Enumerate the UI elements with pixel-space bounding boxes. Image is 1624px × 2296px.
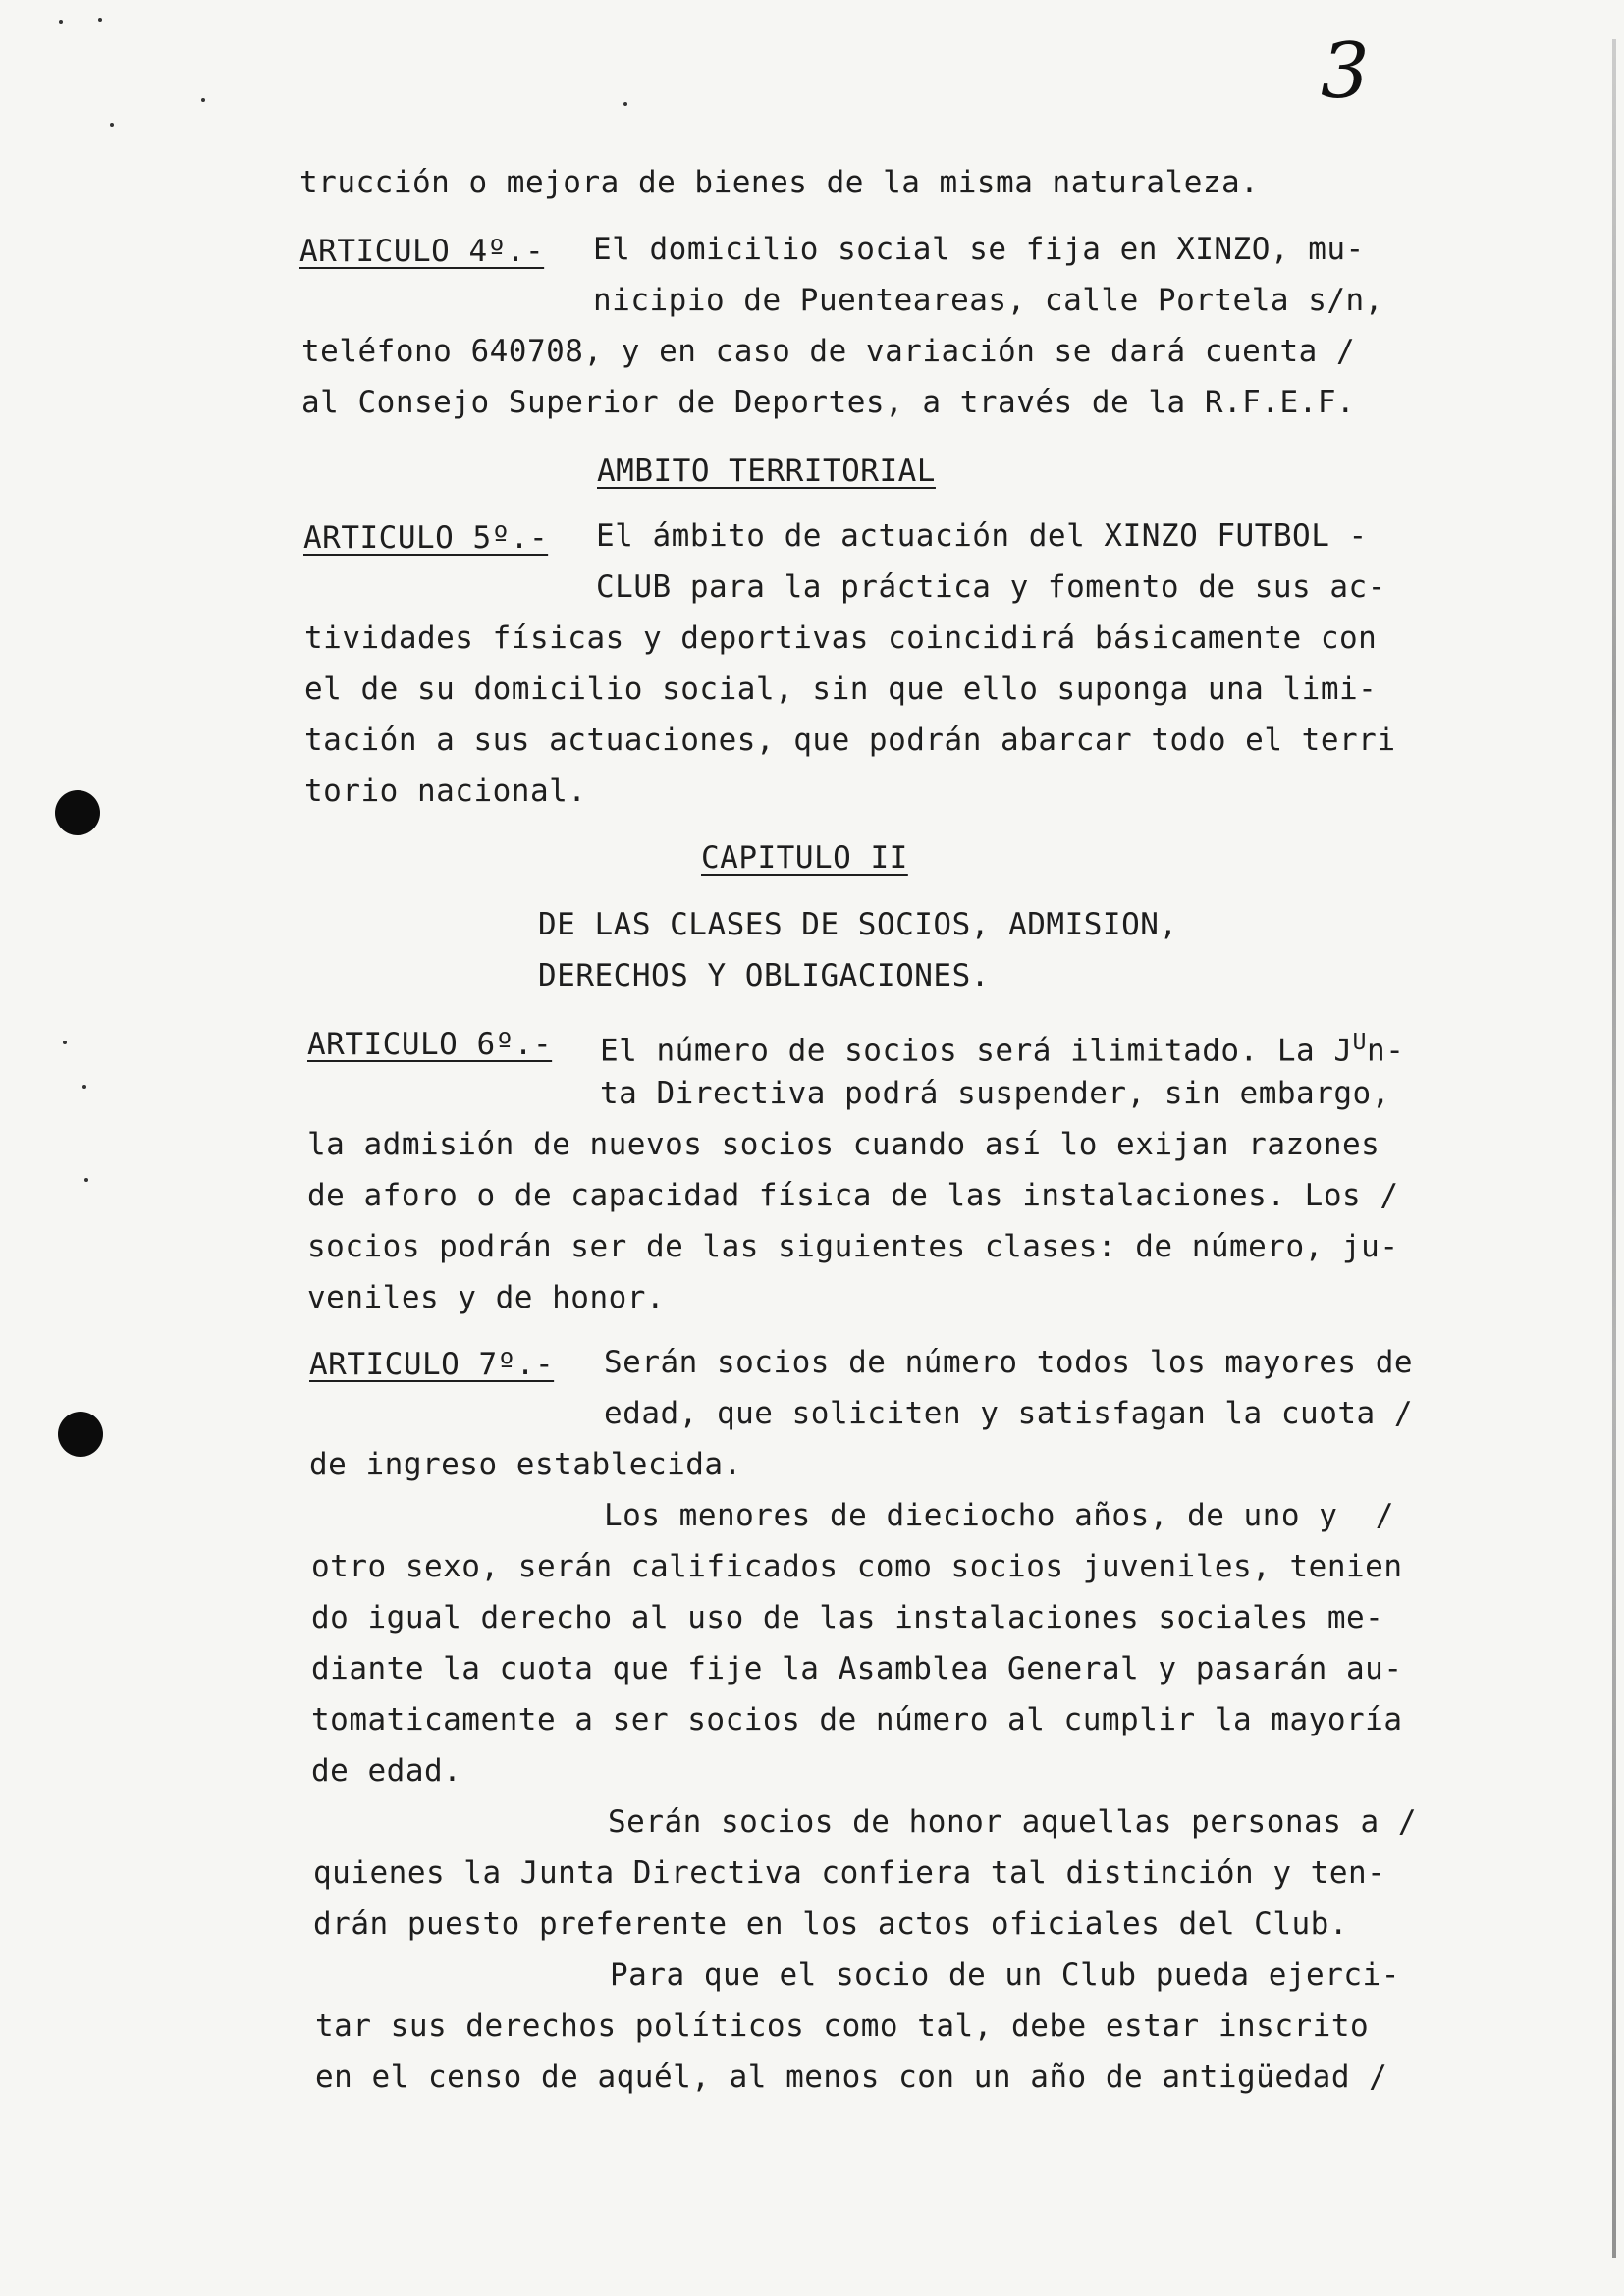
text-line: Para que el socio de un Club pueda ejerci- [610,1957,1400,1993]
text-line: nicipio de Puenteareas, calle Portela s/n, [593,283,1383,318]
text-line: ta Directiva podrá suspender, sin embargo, [600,1076,1390,1111]
punch-hole-bottom [58,1412,103,1457]
punch-hole-top [55,790,100,835]
scan-speck [201,98,205,102]
text-line: El ámbito de actuación del XINZO FUTBOL - [596,518,1368,554]
article-6-label: ARTICULO 6º.- [307,1027,553,1062]
text-line: tación a sus actuaciones, que podrán abarcar todo el terri [304,722,1396,758]
text-segment: n- [1367,1033,1405,1069]
text-line: tomaticamente a ser socios de número al cumplir la mayoría [311,1702,1403,1737]
chapter-heading: CAPITULO II [701,840,908,876]
scan-speck [623,102,627,106]
superscript-letter: U [1352,1029,1368,1055]
text-line: de edad. [311,1753,462,1789]
text-line: al Consejo Superior de Deportes, a través de la R.F.E.F. [301,385,1356,420]
text-line: quienes la Junta Directiva confiera tal distinción y ten- [313,1855,1386,1891]
text-line: teléfono 640708, y en caso de variación se dará cuenta / [301,334,1356,369]
scan-speck [82,1085,86,1089]
text-line: CLUB para la práctica y fomento de sus ac- [596,569,1386,605]
text-line: diante la cuota que fije la Asamblea General y pasarán au- [311,1651,1403,1686]
text-line: de aforo o de capacidad física de las instalaciones. Los / [307,1178,1399,1213]
text-line [600,1025,1404,1068]
text-line: torio nacional. [304,774,587,809]
text-line: socios podrán ser de las siguientes clases: de número, ju- [307,1229,1399,1264]
scan-speck [98,18,102,22]
article-7-label: ARTICULO 7º.- [309,1347,555,1382]
text-line: tar sus derechos políticos como tal, debe estar inscrito [315,2008,1370,2044]
section-heading-ambito: AMBITO TERRITORIAL [597,454,936,489]
scan-speck [59,20,63,24]
text-line: Serán socios de honor aquellas personas a / [608,1804,1418,1840]
text-line: Serán socios de número todos los mayores de [604,1345,1414,1380]
text-segment: El número de socios será ilimitado. La J [600,1033,1353,1069]
scan-speck [110,123,114,127]
chapter-subtitle-line: DERECHOS Y OBLIGACIONES. [538,958,990,993]
text-line: trucción o mejora de bienes de la misma naturaleza. [299,165,1260,200]
text-line: do igual derecho al uso de las instalaciones sociales me- [311,1600,1384,1635]
text-line: El domicilio social se fija en XINZO, mu- [593,232,1365,267]
text-line: de ingreso establecida. [309,1447,742,1482]
page-number: 3 [1321,27,1370,116]
chapter-subtitle-line: DE LAS CLASES DE SOCIOS, ADMISION, [538,907,1178,942]
text-line: Los menores de dieciocho años, de uno y / [604,1498,1394,1533]
text-line: en el censo de aquél, al menos con un año de antigüedad / [315,2059,1388,2095]
text-line: veniles y de honor. [307,1280,666,1315]
text-line: otro sexo, serán calificados como socios juveniles, tenien [311,1549,1403,1584]
page-edge-shadow [1612,39,1616,2258]
text-line: tividades físicas y deportivas coincidirá básicamente con [304,620,1378,656]
article-4-label: ARTICULO 4º.- [299,234,545,269]
article-5-label: ARTICULO 5º.- [303,520,549,556]
text-line: la admisión de nuevos socios cuando así lo exijan razones [307,1127,1380,1162]
text-line: edad, que soliciten y satisfagan la cuota / [604,1396,1414,1431]
scan-speck [63,1041,67,1044]
text-line: el de su domicilio social, sin que ello suponga una limi- [304,671,1378,707]
text-line: drán puesto preferente en los actos oficiales del Club. [313,1906,1348,1942]
scan-speck [84,1178,88,1182]
